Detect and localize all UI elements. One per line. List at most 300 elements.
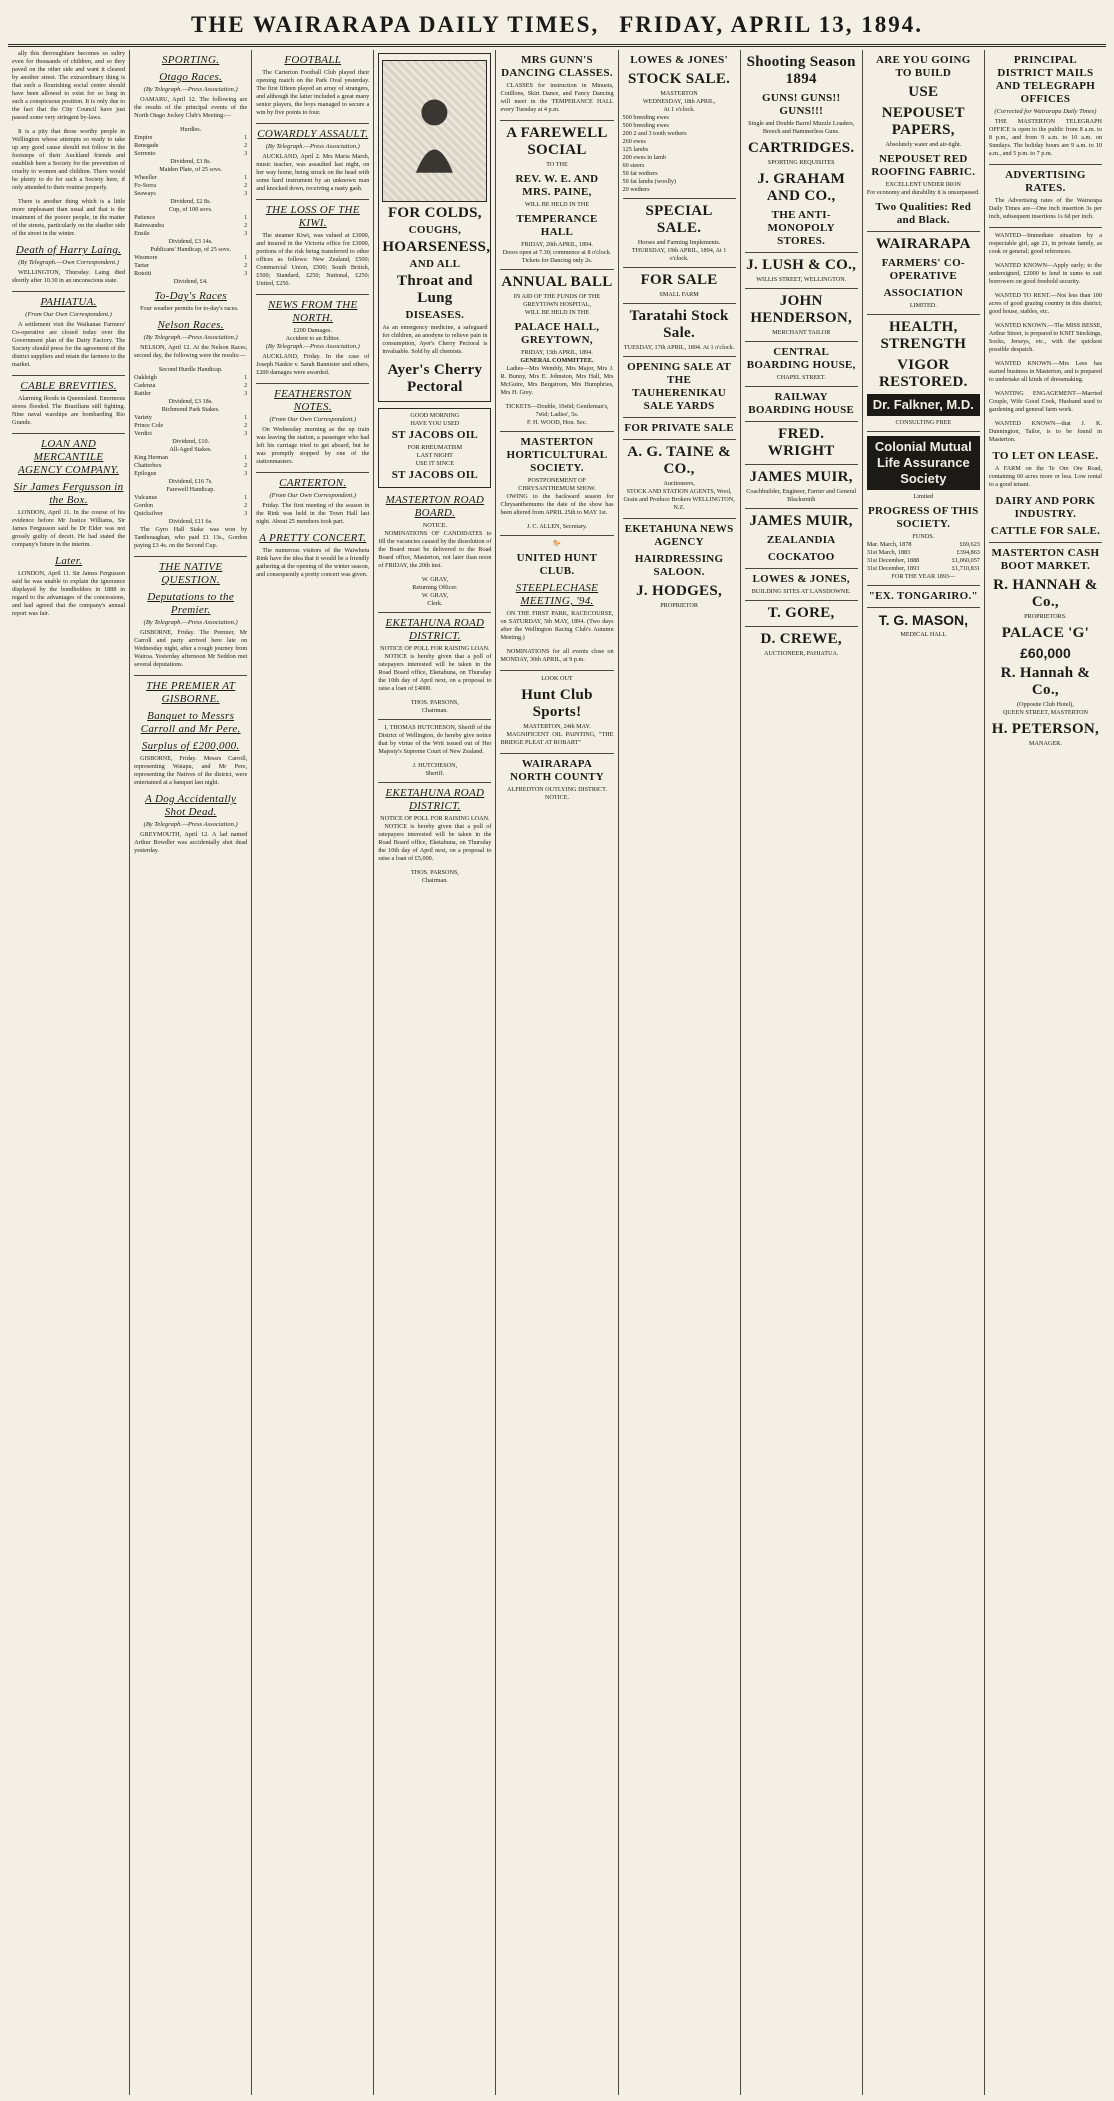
divider [378, 782, 491, 783]
divider [12, 375, 125, 376]
divider [500, 535, 613, 536]
ad-line: BUILDING SITES AT LANSDOWNE. [751, 588, 851, 595]
race-heading: Farewell Handicap. [166, 486, 215, 493]
article-text: There is another thing which is a little more unpleasant than usual and that is the treatment of the poorer people, in the matter of the streets, particularly on the shadier side of the street in the winter. [12, 198, 126, 237]
ad-line: SPORTING REQUISITES [767, 159, 835, 166]
ad-headline: STEEPLECHASE MEETING, '94. [515, 582, 599, 607]
article-text: GREYMOUTH, April 12. A lad named Arthur Bowdler was accidentally shot dead yesterday. [134, 831, 248, 854]
ad-line: HAVE YOU USED [410, 420, 460, 427]
race-result: Quicksilver 3 [134, 510, 248, 517]
divider [500, 670, 613, 671]
ad-headline: USE [908, 84, 939, 100]
divider [745, 508, 858, 509]
illustration-figure [382, 60, 487, 202]
race-result: Fo-Sorra 2 [134, 182, 248, 189]
divider [256, 472, 369, 473]
signature: F. H. WOOD, Hon. Sec. [526, 419, 588, 426]
article-text: AUCKLAND, Friday. In the case of Joseph Nankie v. Sarah Bannister and others, £200 damages were awarded. [256, 353, 370, 376]
ad-headline: FARMERS' CO-OPERATIVE [881, 257, 965, 282]
article-text: Friday. The first meeting of the season in the Rink was held in the Town Hall last night. About 25 members took part. [256, 502, 370, 525]
signature: THOS. PARSONS, [410, 699, 459, 706]
ad-line: ST JACOBS OIL [391, 429, 478, 441]
ad-line: LAST NIGHT [416, 452, 453, 459]
masthead-title: THE WAIRARAPA DAILY TIMES, [191, 12, 600, 37]
ad-line: QUEEN STREET, MASTERTON [1002, 709, 1089, 716]
article-heading: CARTERTON. [279, 477, 347, 489]
article-heading: Otago Races. [159, 71, 223, 83]
article-byline: (By Telegraph.—Press Association.) [143, 821, 238, 828]
ad-headline: MASTERTON CASH BOOT MARKET. [991, 547, 1100, 572]
divider [745, 421, 858, 422]
ad-line: WILL BE HELD IN THE [524, 201, 590, 208]
article-text: LONDON, April 11. In the course of his evidence before Mr Justice Williams, Sir James Fergusson said he Dr Elder was not grossly guilty of deceit. He had stated the company's future in the interim. [12, 509, 126, 548]
divider [378, 719, 491, 720]
notice-text: I, THOMAS HUTCHESON, Sheriff of the District of Wellington, do hereby give notice that by virtue of the Writ issued out of Her Majesty's Supreme Court of New Zealand. [378, 724, 492, 755]
divider [867, 314, 980, 315]
ad-line: Coachbuilder, Engineer, Farrier and General Blacksmith [746, 488, 857, 503]
ad-headline: MASTERTON HORTICULTURAL SOCIETY. [506, 436, 608, 474]
notice-text: NOMINATIONS OF CANDIDATES to fill the vacancies caused by the dissolution of the Board must be delivered to the Road Board office, Masterton, not later than noon of FRIDAY, the 20th inst. [378, 530, 492, 569]
price-display: £60,000 [1020, 645, 1071, 661]
article-heading: To-Day's Races [154, 290, 227, 302]
ad-headline: HEALTH, STRENGTH [880, 319, 967, 352]
article-text: NELSON, April 12. At the Nelson Races, second day, the following were the results:— [134, 344, 248, 359]
stock-item: 50 fat lambs (woolly) [622, 178, 676, 185]
ad-headline: COUGHS, [408, 224, 462, 236]
signature: W. GRAY, [421, 576, 448, 583]
article-text: The numerous visitors of the Waiwhetu Rink have the idea that it would be a friendly gathering at the opening of the winter season, and consequently a pretty concert was given. [256, 547, 370, 578]
column-9 [985, 50, 1106, 2095]
ad-line: Absolutely water and air-tight. [885, 141, 962, 148]
ad-line: CHAPEL STREET. [776, 374, 826, 381]
article-heading: FOOTBALL [284, 54, 342, 66]
signature-role: Clerk. [427, 600, 443, 607]
article-byline: (By Telegraph.—Press Association.) [143, 619, 238, 626]
race-result: Tartar 2 [134, 262, 248, 269]
article-heading: Death of Harry Laing. [15, 244, 122, 256]
column-7 [741, 50, 863, 2095]
figure-illustration-icon [388, 68, 481, 194]
article-text: The steamer Kiwi, was valued at £3000, and insured in the Victoria office for £3000, portions of the risk being transferred to other offices as follows: New Zealand, £500; Commercial Union, £500; South British, £500; Standard, £250; National, £250; United, £250. [256, 232, 370, 287]
column-1 [8, 50, 130, 2095]
stock-item: 260 ewes [622, 138, 646, 145]
signature-role: Returning Officer. [412, 584, 458, 591]
ad-headline: JOHN HENDERSON, [750, 293, 853, 326]
article-text: WELLINGTON, Thursday. Laing died shortly after 10.30 in an unconscious state. [12, 269, 126, 284]
ad-line: POSTPONEMENT OF CHRYSANTHEMUM SHOW. [518, 477, 596, 492]
race-result: Wesmore 1 [134, 254, 248, 261]
race-result: Seaways 3 [134, 190, 248, 197]
divider [256, 199, 369, 200]
ad-headline: JAMES MUIR, [749, 513, 853, 529]
race-result: Chatterbox 2 [134, 462, 248, 469]
race-heading: All-Aged Stakes. [169, 446, 212, 453]
notice-label: NOTICE. [422, 522, 447, 529]
article-text: GISBORNE, Friday. Messrs Carroll, representing Waiapu, and Mr Pere, representing the Natives of the district, were entertained at a banquet last night. [134, 755, 248, 786]
article-subheading: Accident to an Editor. [285, 335, 340, 342]
article-heading: PAHIATUA. [40, 296, 97, 308]
divider [500, 753, 613, 754]
stock-item: 20 wethers [622, 186, 650, 193]
divider [745, 464, 858, 465]
article-byline: (By Telegraph.—Press Association.) [265, 343, 360, 350]
ad-text: As an emergency medicine, a safeguard for children, an anodyne to relieve pain in consumption, Ayer's Cherry Pectoral is invaluable. Sold by all chemists. [382, 324, 488, 355]
article-heading: THE LOSS OF THE KIWI. [265, 204, 360, 229]
ad-headline: TO LET ON LEASE. [992, 450, 1099, 462]
divider [500, 120, 613, 121]
newspaper-page [8, 6, 1106, 2095]
ad-line: TEMPERANCE HALL [516, 213, 598, 238]
divider [745, 341, 858, 342]
divider [12, 291, 125, 292]
column-5 [496, 50, 618, 2095]
article-text: OAMARU, April 12. The following are the results of the principal events of the North Otago Jockey Club's Meeting:— [134, 96, 248, 119]
ad-line: Limited [913, 493, 934, 500]
signature: W. GRAY, [421, 592, 448, 599]
ad-line: TICKETS—Double, 10s6d; Gentleman's, 7s6d; Ladies', 5s. [505, 403, 609, 418]
race-dividend: Dividend, £3 18s. [168, 398, 213, 405]
article-heading: Banquet to Messrs Carroll and Mr Pere. [140, 710, 241, 735]
ad-headline: J. GRAHAM AND CO., [757, 171, 846, 204]
ad-line: GENERAL COMMITTEE. [520, 357, 594, 364]
masthead [8, 6, 1106, 47]
race-result: Empire 1 [134, 134, 248, 141]
ad-line: Auctioneers, [663, 480, 695, 487]
section-heading: ADVERTISING RATES. [1005, 169, 1086, 194]
ad-headline: UNITED HUNT CLUB. [516, 552, 598, 577]
race-result: Epilogue 3 [134, 470, 248, 477]
signature-role: Chairman. [421, 877, 448, 884]
divider [378, 612, 491, 613]
article-text: Four weather permits for to-day's races. [140, 305, 239, 312]
horse-icon: 🐎 [553, 540, 561, 547]
ad-text: NOMINATIONS for all events close on MONDAY, 30th APRIL, at 9 p.m. [500, 648, 614, 663]
article-heading: LOAN AND MERCANTILE AGENCY COMPANY. [18, 438, 120, 476]
section-heading: THE PREMIER AT GISBORNE. [146, 680, 236, 705]
ad-headline: MRS GUNN'S DANCING CLASSES. [501, 54, 613, 79]
signature: THOS. PARSONS, [410, 869, 459, 876]
ad-headline: VIGOR RESTORED. [878, 357, 968, 390]
ad-headline: HOARSENESS, [382, 239, 491, 255]
article-byline: (From Our Own Correspondent.) [269, 416, 357, 423]
article-text: The Advertising rates of the Wairarapa Daily Times are—One inch insertion 3s per inch, subsequent insertions 1s 6d per inch. [988, 197, 1102, 220]
ad-text: Ladies—Mrs Wembly, Mrs Major, Mrs J. R. Bunny, Mrs E. Johnston, Mrs Hall, Mrs McGuire, Mrs Bergstrom, Mrs Humphries, Mrs H. Grey. [500, 365, 614, 396]
column-8 [863, 50, 985, 2095]
divider [623, 198, 736, 199]
ad-line: MASTERTON [660, 90, 698, 97]
ad-line: PROPRIETOR [660, 602, 698, 609]
ad-line: Tickets for Dancing only 2s. [521, 257, 593, 264]
race-dividend: Dividend, £10. [172, 438, 210, 445]
race-result: Rattler 3 [134, 390, 248, 397]
ad-headline: NEPOUSET PAPERS, [881, 105, 965, 138]
ad-headline: ARE YOU GOING TO BUILD [876, 54, 971, 79]
ad-headline: PROGRESS OF THIS SOCIETY. [868, 505, 979, 530]
ad-line: MASTERTON, 24th MAY. [523, 723, 591, 730]
ad-headline: ZEALANDIA [766, 534, 836, 546]
article-byline: (Corrected for Wairarapa Daily Times) [994, 108, 1097, 115]
divider [745, 288, 858, 289]
ad-line: WILL BE HELD IN THE [524, 309, 590, 316]
article-text: On Wednesday morning as the up train was leaving the station, a passenger who had left his carriage tried to get aboard, but he was promptly stopped by one of the stationmasters. [256, 426, 370, 465]
stock-item: 125 lambs [622, 146, 649, 153]
ad-text: MAGNIFICENT OIL PAINTING, "THE BRIDGE PLEAT AT ROBART" [500, 731, 614, 746]
ad-headline: JAMES MUIR, [749, 469, 853, 485]
ad-headline: Taratahi Stock Sale. [629, 308, 729, 341]
race-result: Vulcanus 1 [134, 494, 248, 501]
race-dividend: Dividend, £4. [173, 278, 208, 285]
article-heading: Later. [54, 555, 83, 567]
article-text: It is a pity that those worthy people in Wellington whose attempts so ready to take up any good cause should not follow in the footsteps of their Auckland friends and establish here a Society for the prevention of cruelty to women and children. There would be plenty to do for such a Society here, if only attended to their routine properly. [12, 128, 126, 191]
article-byline: (By Telegraph.—Press Association.) [265, 143, 360, 150]
stock-item: 200 2 and 3 tooth wethers [622, 130, 687, 137]
ad-line: At 1 o'clock. [663, 106, 695, 113]
race-result: Renegade 2 [134, 142, 248, 149]
race-dividend: Dividend, £2 8s. [170, 198, 212, 205]
ad-st-jacobs [378, 408, 491, 488]
ad-line: For economy and durability it is unsurpassed. [866, 189, 980, 196]
stock-item: 200 ewes in lamb [622, 154, 667, 161]
article-byline: (From Our Own Correspondent.) [25, 311, 112, 318]
race-result: Gordon 2 [134, 502, 248, 509]
divider [745, 626, 858, 627]
ad-headline: EKETAHUNA NEWS AGENCY [624, 523, 734, 548]
ad-headline: FOR SALE [640, 272, 718, 288]
stock-item: 60 steers [622, 162, 645, 169]
article-heading: NEWS FROM THE NORTH. [268, 299, 358, 324]
stock-item: 500 breeding ewes [622, 122, 669, 129]
divider [623, 417, 736, 418]
article-heading: COWARDLY ASSAULT. [257, 128, 369, 140]
ad-line: WILLIS STREET, WELLINGTON. [756, 276, 847, 283]
ad-line: (Opposite Club Hotel), [1016, 701, 1074, 708]
classified-ad: WANTED—Immediate situation by a respectable girl, age 21, in private family, as cook or general; good references. [988, 232, 1102, 255]
divider [623, 267, 736, 268]
notice-heading: EKETAHUNA ROAD DISTRICT. [385, 617, 485, 642]
divider [12, 433, 125, 434]
race-heading: Second Hurdle Handicap. [158, 366, 223, 373]
ad-line: FOR THE YEAR 1893— [891, 573, 956, 580]
divider [623, 356, 736, 357]
ad-line: USE IT SINCE [415, 460, 455, 467]
ad-headline: Two Qualities: Red and Black. [875, 201, 972, 226]
ad-line: MERCHANT TAILOR [772, 329, 831, 336]
race-heading: Hurdles. [180, 126, 202, 133]
stock-item: 500 breeding ewes [622, 114, 669, 121]
stock-item: 50 fat wethers [622, 170, 658, 177]
ad-headline: T. G. MASON, [878, 612, 969, 628]
article-heading: A PRETTY CONCERT. [259, 532, 367, 544]
divider [623, 303, 736, 304]
columns [8, 50, 1106, 2095]
ad-text: OWING to the backward season for Chrysanthemums the date of the show has been altered from APRIL 25th to MAY 1st. [500, 493, 614, 516]
ad-headline: FRED. WRIGHT [767, 426, 835, 459]
article-subheading: £200 Damages. [293, 327, 333, 334]
divider [745, 386, 858, 387]
article-heading: CABLE BREVITIES. [20, 380, 117, 392]
ad-headline: H. PETERSON, [991, 721, 1100, 737]
ad-headline: RAILWAY BOARDING HOUSE [748, 391, 855, 416]
ad-headline: FOR COLDS, [387, 205, 482, 221]
race-result: Variety 1 [134, 414, 248, 421]
ad-headline: STOCK SALE. [627, 71, 731, 87]
divider [623, 439, 736, 440]
classified-ad: WANTED KNOWN.—The MISS BESSE, Arthur Street, is prepared to KNIT Stockings, Socks, Jerseys, etc., with the quickest possible despatch. [988, 322, 1102, 353]
article-heading: Deputations to the Premier. [147, 591, 234, 616]
ad-line: GOOD MORNING [410, 412, 460, 419]
ad-line: PALACE HALL, GREYTOWN, [514, 321, 600, 346]
article-heading: A Dog Accidentally Shot Dead. [145, 793, 237, 818]
ad-headline: A FAREWELL SOCIAL [506, 125, 608, 158]
table-row: 31st December, 1893 £1,710,831 [866, 565, 980, 572]
notice-label: ALFREDTON OUTLYING DISTRICT. [506, 786, 608, 793]
ad-line: Horses and Farming Implements. [637, 239, 721, 246]
ad-line: PROPRIETORS. [1024, 613, 1067, 620]
ad-headline: OPENING SALE AT THE TAUHERENIKAU SALE YARDS [627, 361, 732, 412]
ad-headline: Throat and Lung [397, 273, 473, 306]
ad-text: ON THE FIRST PARK, RACECOURSE, on SATURDAY, 5th MAY, 1894. (Two days after the Wellington Racing Club's Autumn Meeting.) [500, 610, 614, 641]
notice-heading: EKETAHUNA ROAD DISTRICT. [385, 787, 485, 812]
ad-line: EXCELLENT UNDER IRON [885, 181, 961, 188]
ad-line: TO THE [546, 161, 568, 168]
article-text: THE MASTERTON TELEGRAPH OFFICE is open to the public from 8 a.m. to 8 p.m., and from 9 a.m. to 10 a.m. on Sundays. The holiday hours are 9 a.m. to 10 a.m., and 5 p.m. to 7 p.m. [988, 118, 1102, 157]
article-text: The Carterton Football Club played their opening match on the Park Oval yesterday. The first fifteen played an array of strangers, and although the latter included a great many senior players, the boys managed to secure a win by five points to four. [256, 69, 370, 116]
classified-ad: WANTED KNOWN.—Mrs Lees has started business in Masterton, and is prepared to undertake all kinds of dressmaking. [988, 360, 1102, 383]
ad-headline: Hunt Club Sports! [521, 687, 593, 720]
ad-line: FOR RHEUMATISM [407, 444, 463, 451]
ad-headline: WAIRARAPA [875, 236, 971, 252]
article-heading: FEATHERSTON NOTES. [274, 388, 352, 413]
signature-role: Sheriff. [425, 770, 445, 777]
divider [745, 252, 858, 253]
race-heading: Cup, of 100 sovs. [168, 206, 213, 213]
ad-headline: T. GORE, [767, 605, 835, 621]
signature: J. HUTCHESON, [412, 762, 458, 769]
divider [256, 123, 369, 124]
race-dividend: Dividend, £11 6s. [168, 518, 213, 525]
notice-label: NOTICE OF POLL FOR RAISING LOAN. [380, 815, 490, 822]
article-byline: (By Telegraph.—Press Association.) [143, 86, 238, 93]
ad-banner: Colonial Mutual Life Assurance Society [867, 436, 980, 490]
ad-headline: PALACE 'G' [1001, 625, 1090, 641]
divider [256, 383, 369, 384]
ad-line: TUESDAY, 17th APRIL, 1894. At 1 o'clock. [623, 344, 735, 351]
notice-label: NOTICE. [544, 794, 570, 801]
ad-headline: ANNUAL BALL [501, 274, 613, 290]
notice-text: NOTICE is hereby given that a poll of ratepayers interested will be taken in the Road Board office, Eketahuna, on Thursday the 10th day of April next, on a proposal to raise a loan of £5,000. [378, 823, 492, 862]
ad-headline: FOR PRIVATE SALE [624, 422, 734, 434]
article-text: The Gyro Hall Stake was won by Tanthouaghan, who paid £1 13s., Gordon paying £3 4s. on the Second Cup. [134, 526, 248, 549]
divider [623, 518, 736, 519]
race-result: King Herman 1 [134, 454, 248, 461]
ad-brand: Ayer's Cherry Pectoral [387, 362, 483, 395]
ad-headline: ASSOCIATION [883, 287, 964, 299]
divider [500, 431, 613, 432]
race-result: Rotoiti 3 [134, 270, 248, 277]
ad-headline: COCKATOO [767, 551, 835, 563]
ad-headline: LOWES & JONES' [630, 54, 728, 66]
ad-line: CONSULTING FREE [895, 419, 952, 426]
ad-headline: DISEASES. [405, 309, 465, 321]
section-heading: SPORTING. [161, 54, 220, 66]
divider [745, 600, 858, 601]
table-heading: FUNDS. [912, 533, 935, 540]
ad-headline: CATTLE FOR SALE. [990, 525, 1101, 537]
table-row: 31st December, 1888 £1,060,057 [866, 557, 980, 564]
divider [867, 431, 980, 432]
ad-ayers [378, 53, 491, 402]
race-heading: Richmond Park Stakes. [161, 406, 220, 413]
ad-headline: Shooting Season 1894 [746, 54, 856, 87]
ad-headline: R. Hannah & Co., [1000, 665, 1091, 698]
ad-headline: CARTRIDGES. [747, 140, 855, 156]
article-text: GISBORNE, Friday. The Premier, Mr Carroll and party arrived here late on Wednesday night, after a rough journey from Wairoa. Yesterday afternoon Mr Seddon met several deputations. [134, 629, 248, 668]
divider [867, 585, 980, 586]
race-heading: Maiden Plate, of 25 sovs. [159, 166, 223, 173]
divider [134, 556, 247, 557]
notice-heading: WAIRARAPA NORTH COUNTY [510, 758, 604, 783]
race-result: Patience 1 [134, 214, 248, 221]
ad-line: Doors open at 7.30; commence at 8 o'clock. [502, 249, 612, 256]
ad-text: CLASSES for instruction in Minuets, Cotillons, Skirt Dance, and Fancy Dancing will meet in the TEMPERANCE HALL every Tuesday at 4 p.m. [500, 82, 614, 113]
ad-headline: A. G. TAINE & CO., [627, 444, 731, 477]
race-result: Prince Cole 2 [134, 422, 248, 429]
notice-label: NOTICE OF POLL FOR RAISING LOAN. [380, 645, 490, 652]
ad-text: STOCK AND STATION AGENTS, Wool, Grain and Produce Brokers WELLINGTON, N.Z. [623, 488, 735, 511]
race-result: Rainwandra 2 [134, 222, 248, 229]
classified-ad: WANTING ENGAGEMENT—Married Couple, Wife Good Cook, Husband used to gardening and general farm work. [988, 390, 1102, 413]
article-byline: (From Our Own Correspondent.) [269, 492, 357, 499]
classified-ad: A FARM on the Te Ore Ore Road, containing 60 acres more or less. Low rental to a good tenant. [988, 465, 1102, 488]
classified-ad: WANTED KNOWN—that J. K. Dunnington, Tailor, is to be found in Masterton. [988, 420, 1102, 443]
ad-headline: D. CREWE, [760, 631, 842, 647]
ad-line: Single and Double Barrel Muzzle Loaders, Breech and Hammerless Guns. [748, 120, 855, 135]
classified-ad: WANTED KNOWN—Apply early; to the undersigned, £2000 to lend in sums to suit borrowers on good freehold security. [988, 262, 1102, 285]
ad-line: WEDNESDAY, 18th APRIL, [642, 98, 716, 105]
ad-line: MANAGER. [1029, 740, 1062, 747]
column-6 [619, 50, 741, 2095]
table-row: Mar. March, 1878 £69,623 [866, 541, 980, 548]
divider [500, 269, 613, 270]
race-result: Wheeller 1 [134, 174, 248, 181]
ad-line: IN AID OF THE FUNDS OF THE GREYTOWN HOSPITAL, [513, 293, 601, 308]
signature: J. C. ALLEN, Secretary. [526, 523, 588, 530]
ad-headline: GUNS! GUNS!! GUNS!!! [761, 92, 841, 117]
race-dividend: Dividend, £3 14s. [168, 238, 213, 245]
race-result: Cadenza 2 [134, 382, 248, 389]
divider [745, 568, 858, 569]
article-byline: (By Telegraph.—Press Association.) [143, 334, 238, 341]
ad-headline: THE ANTI-MONOPOLY STORES. [767, 209, 835, 247]
race-result: Sorrento 3 [134, 150, 248, 157]
ad-headline: LOWES & JONES, [752, 573, 850, 585]
article-text: LONDON, April 11. Sir James Fergusson said he was unable to explain the ignorance displayed by the bondholders in 1888 in regard to the advantages of the concessions, and had agreed that the company's annual report was fair. [12, 570, 126, 617]
article-text: AUCKLAND, April 2. Mrs Maria Marsh, music teacher, was assaulted last night, on her way home, being struck on the head with some hard instrument by an unknown man and knocked down, receiving a nasty gash. [256, 153, 370, 192]
article-byline: (By Telegraph.—Own Correspondent.) [18, 259, 119, 266]
article-text: ally this thoroughfare becomes so sultry even for thousands of children, and so they paved on the other side and want it cleared by another street. The extraordinary thing is that such a flourishing social centre should have been allowed to exist for so long in such a conspicuous position. It is only due to the fact that the City Council have just passed some very stringent by-laws. [12, 50, 126, 121]
column-3 [252, 50, 374, 2095]
column-2 [130, 50, 252, 2095]
ad-headline: CENTRAL BOARDING HOUSE, [746, 346, 856, 371]
article-heading: Nelson Races. [157, 319, 224, 331]
article-text: A settlement visit the Waikanae Farmers' Co-operative are closed today over the Government plan of the Dairy Factory. The Society should press for the agreement of the district suppliers and retain the farmers to the market. [12, 321, 126, 368]
section-heading: PRINCIPAL DISTRICT MAILS AND TELEGRAPH OFFICES [995, 54, 1096, 105]
ad-headline: "EX. TONGARIRO." [868, 590, 978, 602]
table-row: 31st March, 1883 £394,863 [866, 549, 980, 556]
divider [989, 542, 1102, 543]
article-text: Alarming floods in Queensland. Enormous stores flooded. The Brazilians still fighting. Nine naval warships are bombarding Rio Grande. [12, 395, 126, 426]
ad-headline: R. HANNAH & Co., [993, 577, 1098, 610]
